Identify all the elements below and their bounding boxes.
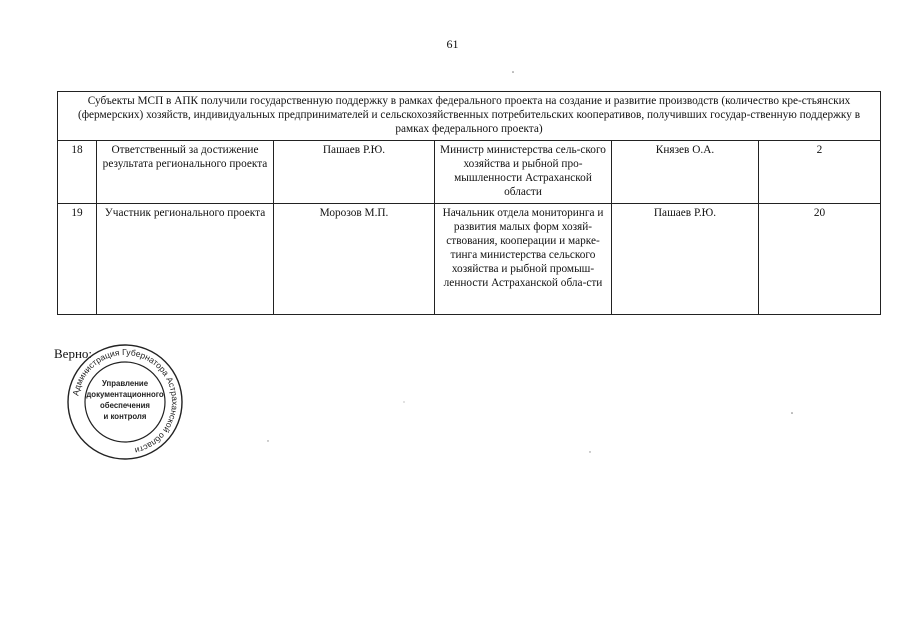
stamp-line: обеспечения	[100, 401, 150, 410]
row-number: 19	[58, 204, 97, 315]
stamp-line: и контроля	[103, 412, 147, 421]
value-cell: 20	[759, 204, 881, 315]
position-cell: Начальник отдела мониторинга и развития малых форм хозяй-ствования, кооперации и марке-тинга министерства сельского хозяйства и рыбной промыш-ленности Астраханской обла-сти	[435, 204, 612, 315]
supervisor-cell: Пашаев Р.Ю.	[612, 204, 759, 315]
row-number: 18	[58, 141, 97, 204]
role-cell: Участник регионального проекта	[97, 204, 274, 315]
verno-label: Верно:	[54, 346, 93, 361]
stamp-ring-text: Администрация Губернатора Астраханской области	[70, 346, 181, 456]
page-number: 61	[446, 37, 459, 51]
name-cell: Пашаев Р.Ю.	[274, 141, 435, 204]
position-cell: Министр министерства сель-ского хозяйства и рыбной про-мышленности Астраханской области	[435, 141, 612, 204]
value-cell: 2	[759, 141, 881, 204]
name-cell: Морозов М.П.	[274, 204, 435, 315]
supervisor-cell: Князев О.А.	[612, 141, 759, 204]
table-header-cell: Субъекты МСП в АПК получили государственную поддержку в рамках федерального проекта на создание и развитие производств (количество кре-стьянских (фермерских) хозяйств, индивидуальных предпринимателей и сельскохозяйственных потребительских кооперативов, получивших государ-ственную поддержку в рамках федерального проекта)	[58, 92, 881, 141]
stamp-line: Управление	[101, 379, 149, 388]
stamp-line: документационного	[86, 390, 164, 399]
role-cell: Ответственный за достижение результата регионального проекта	[97, 141, 274, 204]
